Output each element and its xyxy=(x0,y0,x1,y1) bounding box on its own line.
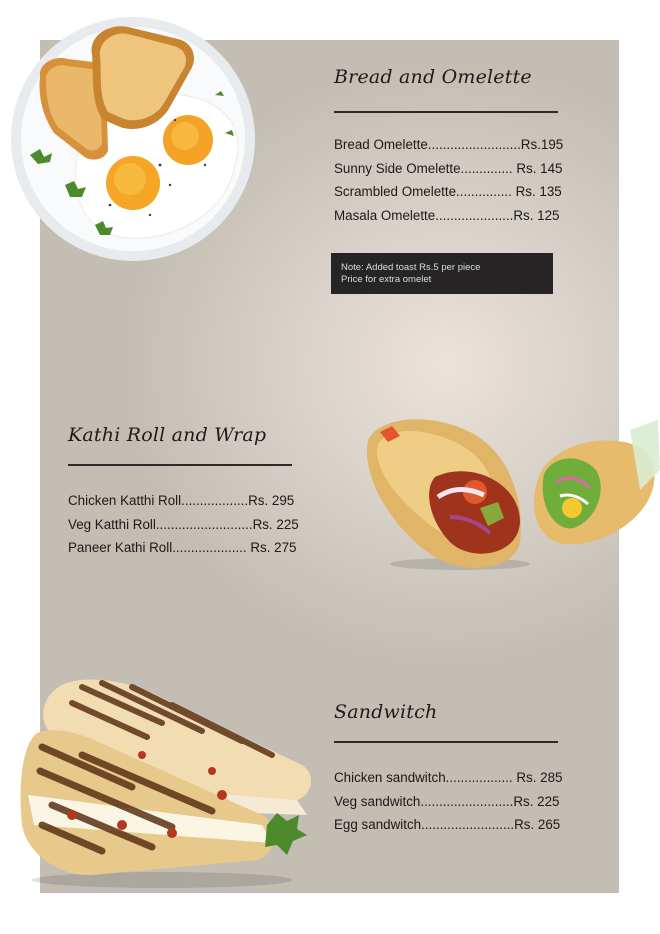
list-item: Sunny Side Omelette.............. Rs. 145 xyxy=(334,160,563,176)
note-box xyxy=(331,253,553,294)
eggs-toast-plate-image xyxy=(10,15,260,265)
sandwich-heading: Sandwitch xyxy=(334,701,438,723)
list-item: Veg Katthi Roll..........................Rs. 225 xyxy=(68,516,299,532)
kathi-roll-heading: Kathi Roll and Wrap xyxy=(68,424,267,446)
sandwich-divider xyxy=(334,741,558,743)
list-item: Paneer Kathi Roll.................... Rs. 275 xyxy=(68,540,297,555)
bread-omelette-list xyxy=(334,133,563,227)
list-item: Masala Omelette.....................Rs. 125 xyxy=(334,207,560,223)
note-line: Price for extra omelet xyxy=(341,273,432,285)
list-item: Egg sandwitch.........................Rs. 265 xyxy=(334,817,561,832)
bread-omelette-divider xyxy=(334,111,558,113)
kathi-rolls-image xyxy=(360,412,660,574)
kathi-roll-list xyxy=(68,489,299,560)
list-item: Chicken sandwitch.................. Rs. 285 xyxy=(334,770,563,785)
bread-omelette-heading: Bread and Omelette xyxy=(334,66,532,88)
note-line: Note: Added toast Rs.5 per piece xyxy=(341,262,481,273)
list-item: Veg sandwitch.........................Rs. 225 xyxy=(334,793,560,809)
kathi-roll-divider xyxy=(68,464,292,466)
list-item: Scrambled Omelette............... Rs. 135 xyxy=(334,184,562,199)
sandwich-list xyxy=(334,766,562,837)
list-item: Bread Omelette.........................Rs.195 xyxy=(334,137,564,152)
grilled-sandwich-image xyxy=(12,675,317,890)
list-item: Chicken Katthi Roll..................Rs. 295 xyxy=(68,493,295,508)
